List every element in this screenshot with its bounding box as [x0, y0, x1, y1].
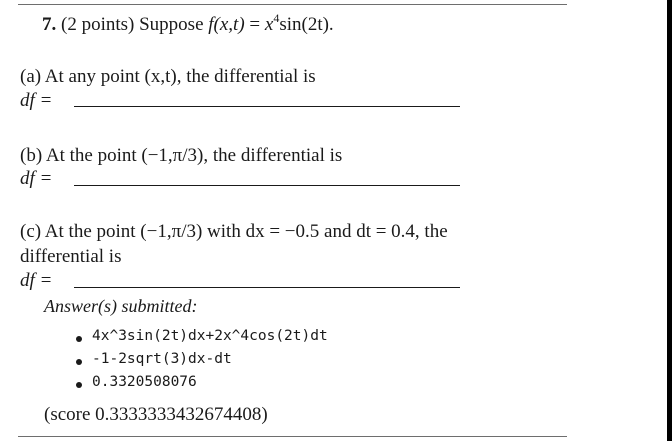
problem-statement: [42, 11, 334, 36]
function-exponent: 4: [273, 11, 280, 25]
bullet-icon: [76, 336, 82, 342]
part-c-label-line1: (c) At the point (−1,π/3) with dx = −0.5 and dt = 0.4, the: [20, 221, 448, 242]
bullet-icon: [76, 382, 82, 388]
problem-points: (2 points) Suppose: [61, 14, 204, 35]
answer-item: 0.3320508076: [92, 374, 197, 390]
top-divider: [18, 4, 567, 5]
part-b-df: df =: [20, 168, 53, 189]
part-c-df: df =: [20, 270, 53, 291]
function-name: f: [208, 14, 214, 35]
part-b-answer-blank[interactable]: [74, 185, 460, 186]
bottom-divider: [18, 436, 567, 437]
bullet-icon: [76, 359, 82, 365]
function-base: x: [264, 14, 274, 35]
answer-item: 4x^3sin(2t)dx+2x^4cos(2t)dt: [92, 328, 328, 344]
part-b-label: (b) At the point (−1,π/3), the differential is: [20, 145, 343, 166]
part-a-answer-blank[interactable]: [74, 106, 460, 107]
answers-heading: Answer(s) submitted:: [44, 296, 198, 316]
equals-sign: =: [244, 14, 265, 35]
score-text: (score 0.3333333432674408): [44, 404, 268, 425]
part-a-df: df =: [20, 90, 53, 111]
part-a-label: (a) At any point (x,t), the differential is: [20, 66, 316, 87]
function-rest: sin(2t).: [279, 14, 334, 35]
part-c-answer-blank[interactable]: [74, 287, 460, 288]
part-c-label-line2: differential is: [20, 246, 122, 267]
problem-number: 7.: [42, 14, 57, 35]
answer-item: -1-2sqrt(3)dx-dt: [92, 351, 232, 367]
page-edge-shadow: [667, 0, 672, 441]
function-args: (x,t): [213, 14, 245, 35]
